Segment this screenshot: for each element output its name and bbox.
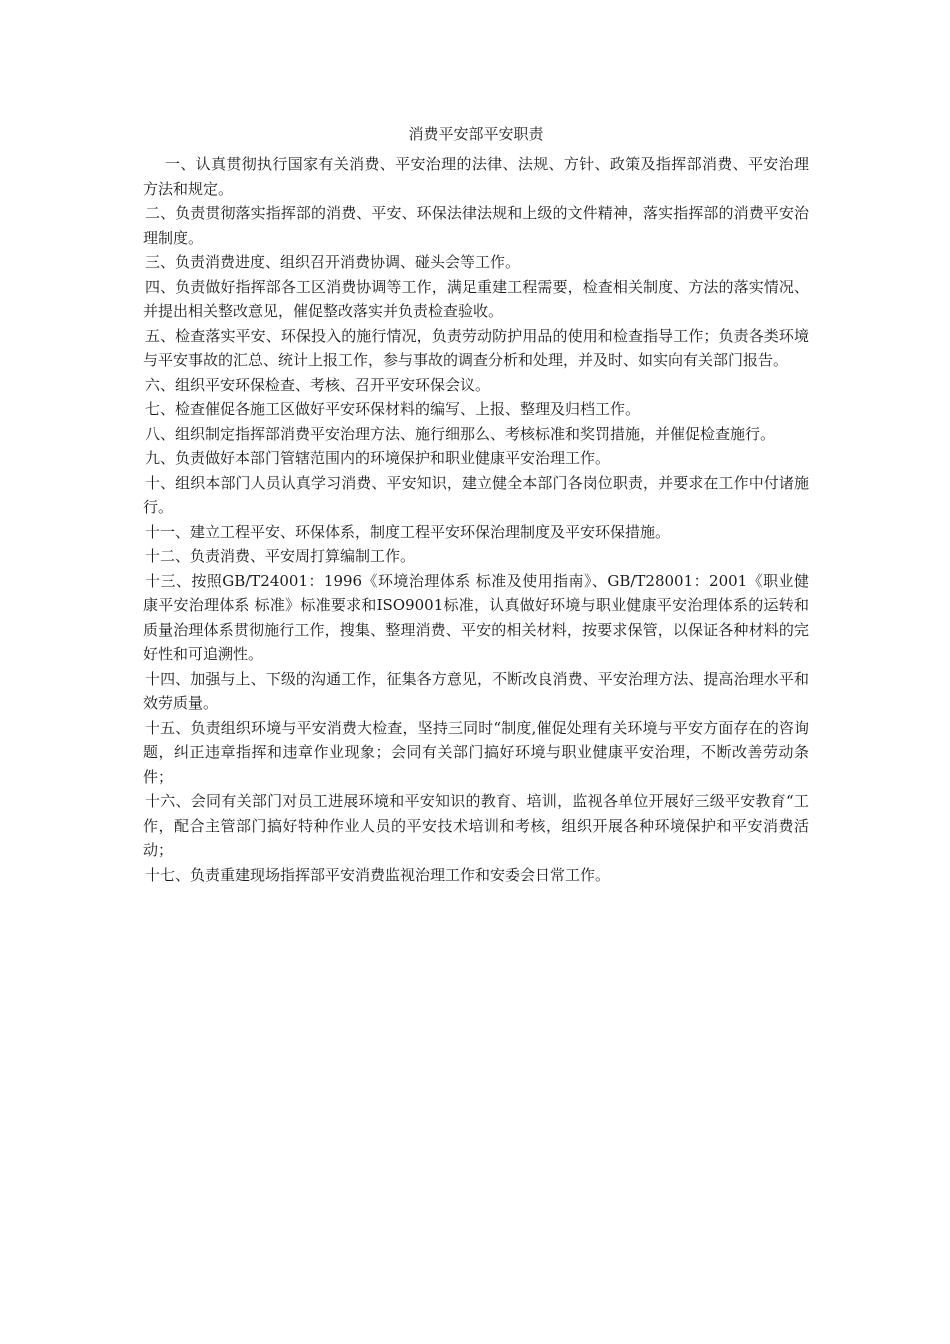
duty-paragraph-16: 十六、会同有关部门对员工进展环境和平安知识的教育、培训，监视各单位开展好三级平安教育“工作，配合主管部门搞好特种作业人员的平安技术培训和考核，组织开展各种环境保护和平安消费活动； xyxy=(143,792,809,859)
duty-paragraph-9: 九、负责做好本部门管辖范围内的环境保护和职业健康平安治理工作。 xyxy=(145,449,611,467)
duty-paragraph-5: 五、检查落实平安、环保投入的施行情况，负责劳动防护用品的使用和检查指导工作；负责各类环境与平安事故的汇总、统计上报工作，参与事故的调查分析和处理，并及时、如实向有关部门报告。 xyxy=(143,326,809,369)
duty-paragraph-3: 三、负责消费进度、组织召开消费协调、碰头会等工作。 xyxy=(145,253,521,271)
duty-paragraph-2: 二、负责贯彻落实指挥部的消费、平安、环保法律法规和上级的文件精神，落实指挥部的消费平安治理制度。 xyxy=(143,204,809,247)
duty-paragraph-7: 七、检查催促各施工区做好平安环保材料的编写、上报、整理及归档工作。 xyxy=(145,400,641,418)
duty-paragraph-13: 十三、按照GB/T24001：1996《环境治理体系 标准及使用指南》、GB/T28001：2001《职业健康平安治理体系 标准》标准要求和ISO9001标准，认真做好环境与职业健康平安治理体系的运转和质量治理体系贯彻施行工作，搜集、整理消费、平安的相关材料，按要求保管，以保证各种材料的完好性和可追溯性。 xyxy=(143,571,809,663)
duty-paragraph-17: 十七、负责重建现场指挥部平安消费监视治理工作和安委会日常工作。 xyxy=(145,865,611,884)
document-body xyxy=(143,122,809,887)
duty-paragraph-15: 十五、负责组织环境与平安消费大检查，坚持三同时“制度,催促处理有关环境与平安方面存在的咨询题，纠正违章指挥和违章作业现象；会同有关部门搞好环境与职业健康平安治理，不断改善劳动条件； xyxy=(143,718,809,786)
duty-paragraph-10: 十、组织本部门人员认真学习消费、平安知识，建立健全本部门各岗位职责，并要求在工作中付诸施行。 xyxy=(143,473,809,516)
document-title: 消费平安部平安职责 xyxy=(408,125,544,143)
duty-paragraph-14: 十四、加强与上、下级的沟通工作，征集各方意见，不断改良消费、平安治理方法、提高治理水平和效劳质量。 xyxy=(143,669,809,712)
duty-paragraph-11: 十一、建立工程平安、环保体系，制度工程平安环保治理制度及平安环保措施。 xyxy=(145,522,671,541)
duty-paragraph-1: 一、认真贯彻执行国家有关消费、平安治理的法律、法规、方针、政策及指挥部消费、平安治理方法和规定。 xyxy=(143,155,809,198)
duty-paragraph-12: 十二、负责消费、平安周打算编制工作。 xyxy=(145,547,416,565)
duty-paragraph-4: 四、负责做好指挥部各工区消费协调等工作，满足重建工程需要，检查相关制度、方法的落实情况、并提出相关整改意见，催促整改落实并负责检查验收。 xyxy=(143,277,809,320)
duty-paragraph-8: 八、组织制定指挥部消费平安治理方法、施行细那么、考核标准和奖罚措施，并催促检查施行。 xyxy=(145,424,776,443)
duty-paragraph-6: 六、组织平安环保检查、考核、召开平安环保会议。 xyxy=(145,375,491,394)
